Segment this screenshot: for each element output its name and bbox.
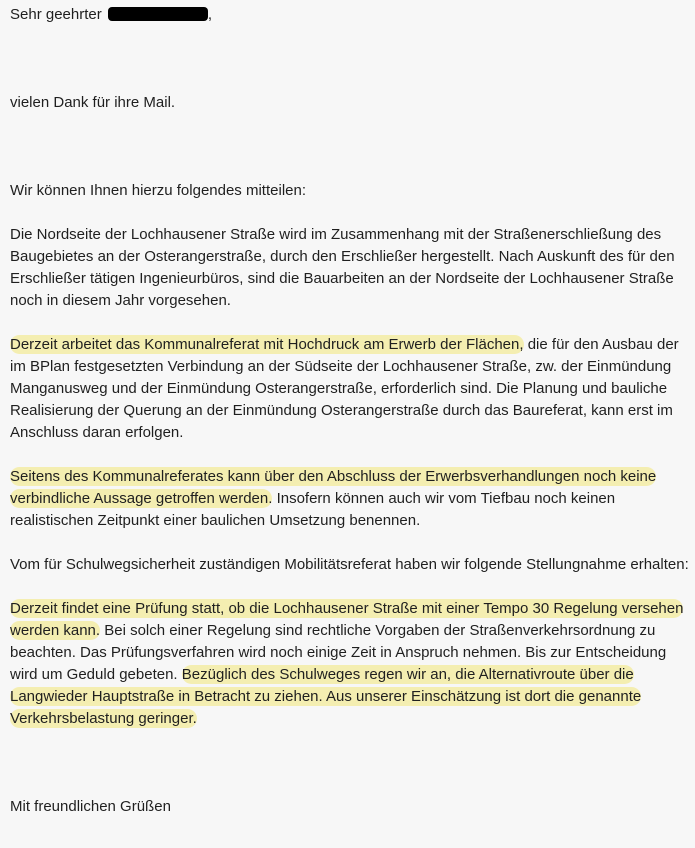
salutation — [10, 4, 690, 26]
intro-line: Wir können Ihnen hierzu folgendes mitteilen: — [10, 182, 307, 199]
paragraph-text: Insofern können auch wir vom Tiefbau noch keinen realistischen Zeitpunkt einer baulichen Umsetzung benennen. — [10, 490, 616, 529]
paragraph-text: die für den Ausbau der im BPlan festgesetzten Verbindung an der Südseite der Lochhausener Straße, zw. der Einmündung Manganusweg und der Einmündung Osterangerstraße, erforderlich sind. Die Planung und bauliche Realisierung der Querung an der Einmündung Osterangerstraße durch das Baureferat, kann erst im Anschluss daran erfolgen. — [10, 336, 679, 441]
highlighted-text: Seitens des Kommunalreferates kann über den Abschluss der Erwerbsverhandlungen noch keine verbindliche Aussage getroffen werden. — [10, 468, 657, 507]
redacted-name — [108, 7, 208, 21]
salutation-text: Sehr geehrter — [10, 6, 102, 23]
paragraph-text: Bei solch einer Regelung sind rechtliche Vorgaben der Straßenverkehrsordnung zu beachten. Das Prüfungsverfahren wird noch einige Zeit in Anspruch nehmen. Bis zur Entscheidung wird um Geduld gebeten. — [10, 622, 667, 683]
paragraph-negotiations — [10, 466, 690, 532]
thanks-line: vielen Dank für ihre Mail. — [10, 94, 176, 111]
paragraph-mobility-statement: Vom für Schulwegsicherheit zuständigen Mobilitätsreferat haben wir folgende Stellungnahme erhalten: — [10, 556, 689, 573]
paragraph-tempo-30 — [10, 598, 690, 730]
closing-line: Mit freundlichen Grüßen — [10, 798, 171, 815]
highlighted-text: Derzeit findet eine Prüfung statt, ob die Lochhausener Straße mit einer Tempo 30 Regelung versehen werden kann. — [10, 600, 684, 639]
highlighted-text: Bezüglich des Schulweges regen wir an, die Alternativroute über die Langwieder Hauptstraße in Betracht zu ziehen. Aus unserer Einschätzung ist dort die genannte Verkehrsbelastung geringer. — [10, 666, 642, 727]
salutation-comma: , — [207, 6, 213, 23]
highlighted-text: Derzeit arbeitet das Kommunalreferat mit Hochdruck am Erwerb der Flächen, — [10, 336, 524, 353]
paragraph-north-side: Die Nordseite der Lochhausener Straße wird im Zusammenhang mit der Straßenerschließung des Baugebietes an der Osterangerstraße, durch den Erschließer hergestellt. Nach Auskunft des für den Erschließer tätigen Ingenieurbüros, sind die Bauarbeiten an der Nordseite der Lochhausener Straße noch in diesem Jahr vorgesehen. — [10, 226, 675, 309]
paragraph-land-acquisition — [10, 334, 690, 444]
letter-body — [10, 4, 690, 818]
